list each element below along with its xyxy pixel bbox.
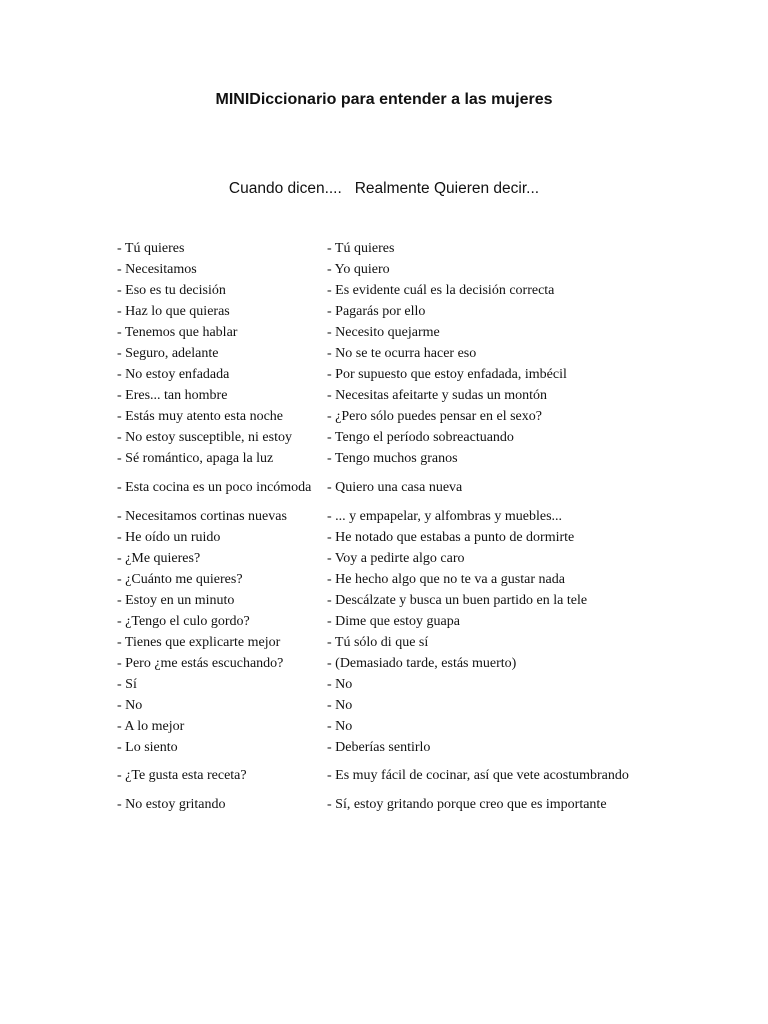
phrase-quieren-decir: - Por supuesto que estoy enfadada, imbécil — [327, 366, 567, 382]
dictionary-row — [117, 280, 657, 301]
phrase-quieren-decir: - No se te ocurra hacer eso — [327, 345, 477, 361]
dictionary-row — [117, 794, 657, 815]
phrase-quieren-decir: - No — [327, 718, 353, 734]
phrase-quieren-decir: - He notado que estabas a punto de dormirte — [327, 529, 575, 545]
phrase-dicen: - ¿Te gusta esta receta? — [117, 768, 247, 783]
dictionary-row — [117, 527, 657, 548]
phrase-dicen: - Pero ¿me estás escuchando? — [117, 655, 284, 671]
phrase-quieren-decir: - Tengo muchos granos — [327, 450, 458, 466]
phrase-quieren-decir: - (Demasiado tarde, estás muerto) — [327, 655, 517, 671]
phrase-quieren-decir: - ¿Pero sólo puedes pensar en el sexo? — [327, 408, 542, 424]
phrase-dicen: - Estoy en un minuto — [117, 592, 235, 608]
dictionary-row — [117, 427, 657, 448]
phrase-dicen: - Tú quieres — [117, 240, 185, 256]
dictionary-row — [117, 674, 657, 695]
phrase-dicen: - Esta cocina es un poco incómoda — [117, 479, 312, 495]
page-title: MINIDiccionario para entender a las mujeres — [215, 91, 553, 108]
dictionary-row — [117, 548, 657, 569]
phrase-quieren-decir: - Descálzate y busca un buen partido en la tele — [327, 592, 588, 608]
phrase-dicen: - ¿Cuánto me quieres? — [117, 571, 243, 587]
phrase-quieren-decir: - Sí, estoy gritando porque creo que es importante — [327, 796, 607, 812]
phrase-dicen: - ¿Tengo el culo gordo? — [117, 613, 250, 629]
phrase-dicen: - No estoy gritando — [117, 796, 226, 812]
phrase-quieren-decir: - Dime que estoy guapa — [327, 613, 460, 629]
phrase-quieren-decir: - Tú quieres — [327, 240, 395, 256]
phrase-quieren-decir: - Necesito quejarme — [327, 324, 440, 340]
phrase-quieren-decir: - Tú sólo di que sí — [327, 634, 429, 650]
phrase-quieren-decir: - Voy a pedirte algo caro — [327, 550, 465, 566]
phrase-dicen: - A lo mejor — [117, 718, 185, 734]
dictionary-row — [117, 406, 657, 427]
dictionary-row — [117, 758, 657, 794]
dictionary-row — [117, 653, 657, 674]
phrase-dicen: - Tienes que explicarte mejor — [117, 634, 281, 650]
phrase-dicen: - Haz lo que quieras — [117, 303, 230, 319]
dictionary-row — [117, 716, 657, 737]
phrase-quieren-decir: - Yo quiero — [327, 261, 390, 277]
heading-dicen: Cuando dicen.... — [228, 180, 342, 197]
phrase-quieren-decir: - No — [327, 676, 353, 692]
phrase-quieren-decir: - Pagarás por ello — [327, 303, 426, 319]
dictionary-row — [117, 569, 657, 590]
phrase-quieren-decir: - Es muy fácil de cocinar, así que vete acostumbrando — [327, 768, 629, 783]
dictionary-row — [117, 238, 657, 259]
phrase-dicen: - Eres... tan hombre — [117, 387, 228, 403]
dictionary-row — [117, 259, 657, 280]
phrase-quieren-decir: - Deberías sentirlo — [327, 739, 431, 755]
phrase-dicen: - ¿Me quieres? — [117, 550, 201, 566]
dictionary-row — [117, 737, 657, 758]
phrase-dicen: - Necesitamos — [117, 261, 197, 277]
dictionary-table — [117, 238, 657, 815]
phrase-quieren-decir: - Es evidente cuál es la decisión correcta — [327, 282, 555, 298]
phrase-dicen: - Seguro, adelante — [117, 345, 219, 361]
phrase-dicen: - No estoy susceptible, ni estoy — [117, 429, 292, 445]
dictionary-row — [117, 343, 657, 364]
dictionary-row — [117, 632, 657, 653]
phrase-dicen: - Lo siento — [117, 739, 178, 755]
dictionary-row — [117, 364, 657, 385]
dictionary-row — [117, 301, 657, 322]
phrase-quieren-decir: - He hecho algo que no te va a gustar nada — [327, 571, 565, 587]
phrase-dicen: - Necesitamos cortinas nuevas — [117, 508, 287, 524]
phrase-dicen: - No — [117, 697, 143, 713]
phrase-quieren-decir: - Necesitas afeitarte y sudas un montón — [327, 387, 548, 403]
phrase-dicen: - Tenemos que hablar — [117, 324, 238, 340]
dictionary-row — [117, 506, 657, 527]
dictionary-row — [117, 448, 657, 469]
dictionary-row — [117, 385, 657, 406]
phrase-dicen: - He oído un ruido — [117, 529, 221, 545]
phrase-quieren-decir: - No — [327, 697, 353, 713]
phrase-dicen: - No estoy enfadada — [117, 366, 230, 382]
phrase-dicen: - Sé romántico, apaga la luz — [117, 450, 274, 466]
dictionary-row — [117, 590, 657, 611]
phrase-dicen: - Eso es tu decisión — [117, 282, 226, 298]
dictionary-row — [117, 695, 657, 716]
phrase-quieren-decir: - ... y empapelar, y alfombras y muebles... — [327, 508, 563, 524]
dictionary-row — [117, 322, 657, 343]
dictionary-row — [117, 611, 657, 632]
heading-quieren-decir: Realmente Quieren decir... — [354, 180, 540, 197]
column-headings — [0, 179, 768, 199]
phrase-quieren-decir: - Quiero una casa nueva — [327, 479, 463, 495]
dictionary-row — [117, 469, 657, 506]
phrase-quieren-decir: - Tengo el período sobreactuando — [327, 429, 514, 445]
phrase-dicen: - Sí — [117, 676, 137, 692]
phrase-dicen: - Estás muy atento esta noche — [117, 408, 284, 424]
